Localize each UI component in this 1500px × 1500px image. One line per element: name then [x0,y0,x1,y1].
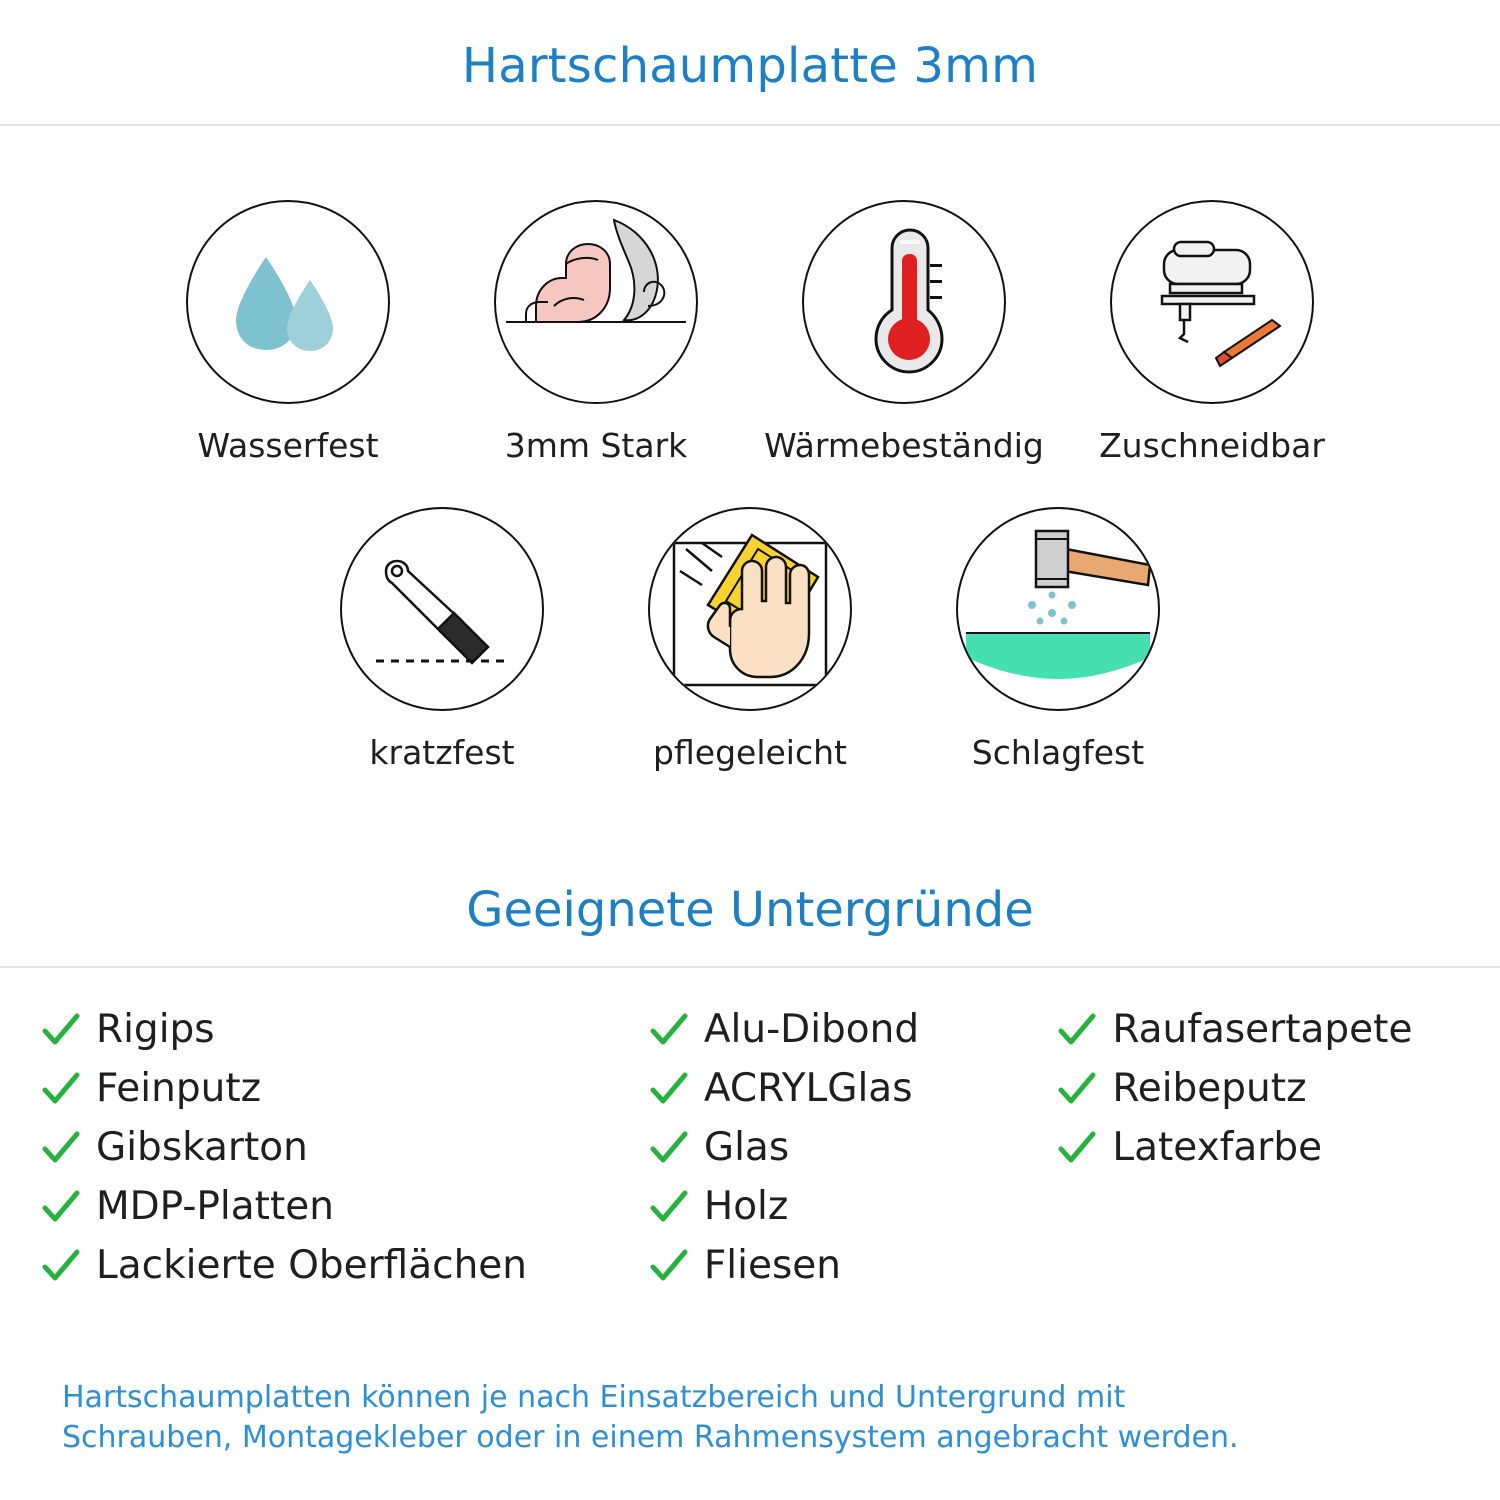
list-item-label: Gibskarton [96,1125,308,1170]
list-item [1056,1118,1460,1177]
feature-kratzfest [297,507,587,772]
feature-pflegeleicht [605,507,895,772]
check-icon [40,1009,82,1051]
list-item-label: Raufasertapete [1112,1007,1413,1052]
feature-label: Wasserfest [197,426,379,465]
feature-row-2 [0,507,1500,772]
substrates-column-1 [40,1000,648,1295]
list-item [40,1000,648,1059]
list-item [648,1059,1057,1118]
feature-zuschneidbar [1067,200,1357,465]
list-item [1056,1059,1460,1118]
feature-wasserfest [143,200,433,465]
feature-label: pflegeleicht [653,733,847,772]
list-item [648,1000,1057,1059]
check-icon [40,1127,82,1169]
list-item-label: Holz [703,1184,789,1229]
check-icon [40,1068,82,1110]
footer-note [62,1378,1460,1458]
list-item [648,1118,1057,1177]
check-icon [648,1245,690,1287]
feature-label: Wärmebeständig [764,426,1044,465]
check-icon [40,1186,82,1228]
feature-row-1 [0,200,1500,465]
cleaning-cloth-hand-icon [648,507,852,711]
list-item [648,1177,1057,1236]
list-item [40,1177,648,1236]
list-item [1056,1000,1460,1059]
check-icon [40,1245,82,1287]
feature-label: kratzfest [369,733,515,772]
list-item-label: ACRYLGlas [703,1066,913,1111]
list-item [40,1118,648,1177]
feature-waermebestaendig [759,200,1049,465]
jigsaw-cutter-icon [1110,200,1314,404]
water-drops-icon [186,200,390,404]
feature-schlagfest [913,507,1203,772]
strong-arm-icon [494,200,698,404]
header-divider [0,124,1500,126]
list-item [40,1059,648,1118]
list-item [648,1236,1057,1295]
footer-line-2: Schrauben, Montagekleber oder in einem Rahmensystem angebracht werden. [62,1420,1239,1456]
check-icon [648,1186,690,1228]
list-item-label: Feinputz [96,1066,262,1111]
feature-label: Schlagfest [971,733,1145,772]
list-item-label: Latexfarbe [1112,1125,1323,1170]
check-icon [648,1068,690,1110]
knife-scratch-icon [340,507,544,711]
list-item-label: MDP-Platten [96,1184,334,1229]
list-item-label: Alu-Dibond [703,1007,920,1052]
substrates-heading: Geeignete Untergründe [466,882,1034,938]
check-icon [1056,1009,1098,1051]
check-icon [1056,1127,1098,1169]
list-item [40,1236,648,1295]
substrates-column-2 [648,1000,1057,1295]
feature-label: 3mm Stark [504,426,688,465]
list-item-label: Rigips [96,1007,215,1052]
list-item-label: Fliesen [703,1243,842,1288]
footer-line-1: Hartschaumplatten können je nach Einsatzbereich und Untergrund mit [62,1380,1126,1416]
check-icon [648,1009,690,1051]
check-icon [1056,1068,1098,1110]
feature-3mm-stark [451,200,741,465]
hammer-impact-icon [956,507,1160,711]
feature-label: Zuschneidbar [1099,426,1325,465]
thermometer-icon [802,200,1006,404]
list-item-label: Glas [703,1125,790,1170]
list-item-label: Reibeputz [1112,1066,1307,1111]
page-title: Hartschaumplatte 3mm [461,38,1039,94]
list-item-label: Lackierte Oberflächen [96,1243,528,1288]
check-icon [648,1127,690,1169]
substrates-column-3 [1056,1000,1460,1295]
substrates-columns [0,968,1500,1295]
